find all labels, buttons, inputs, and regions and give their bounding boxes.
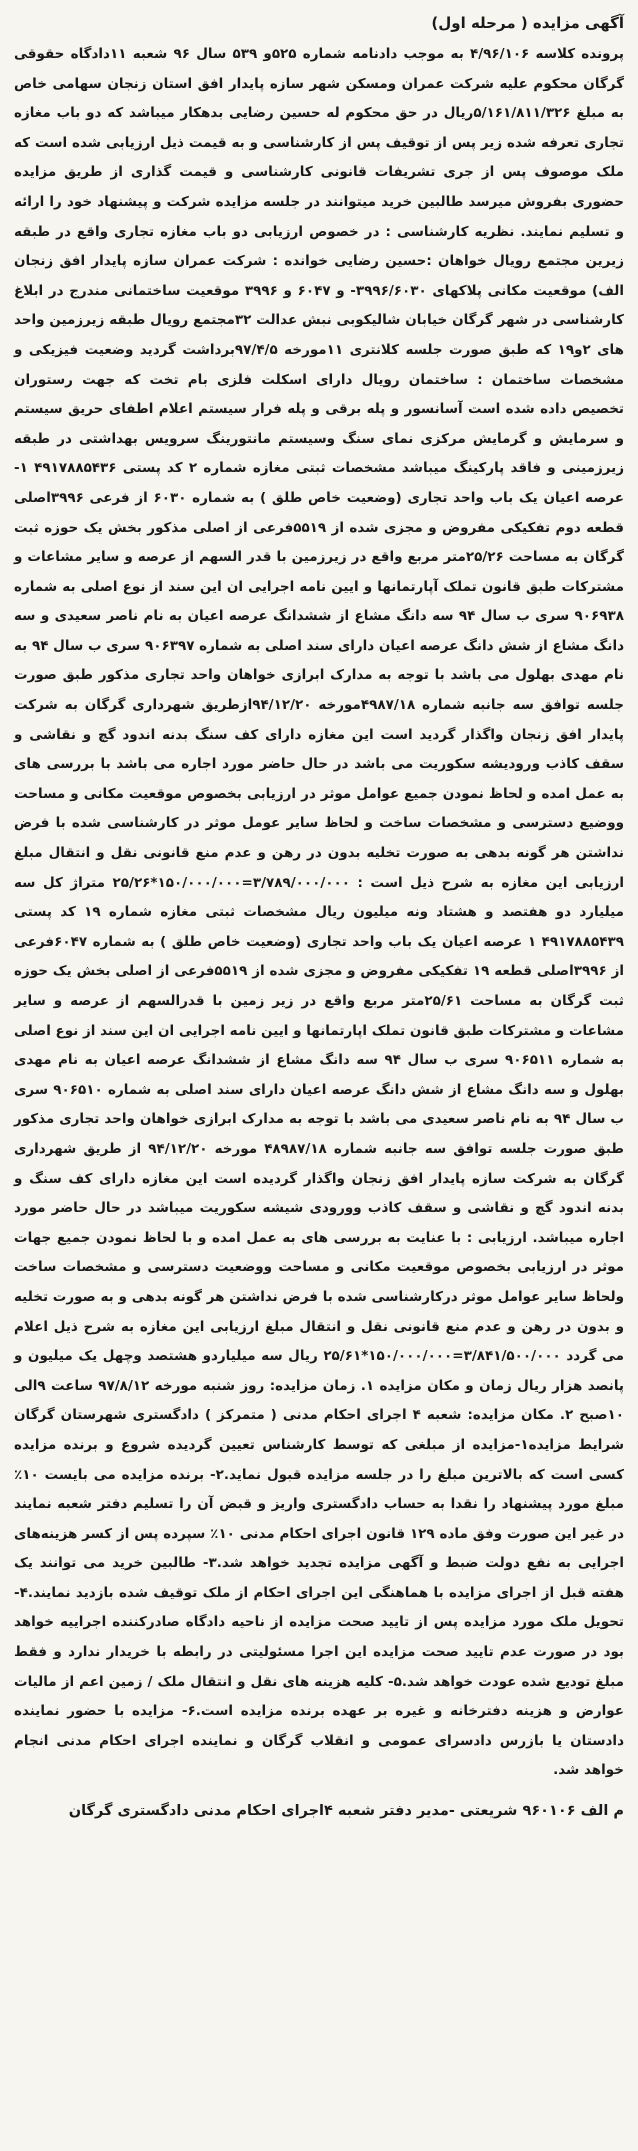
notice-body-paragraph: پرونده کلاسه ۴/۹۶/۱۰۶ به موجب دادنامه شماره ۵۲۵و ۵۳۹ سال ۹۶ شعبه ۱۱دادگاه حقوقی گرگان محکوم علیه شرکت عمران ومسکن شهر سازه پایدار افق استان زنجان سهامی خاص به مبلغ ۵/۱۶۱/۸۱۱/۳۲۶ریال در حق محکوم له حسین رضایی بدهکار میباشد که دو باب مغازه تجاری تعرفه شده زیر پس از توقیف پس از کارشناسی و به قیمت ذیل ارزیابی شده است که ملک موصوف پس از جری تشریفات قانونی کارشناسی و قیمت گذاری از طریق مزایده حضوری بفروش میرسد طالبین خرید میتوانند در جلسه مزایده شرکت و پیشنهاد خود را ارائه و تسلیم نمایند. نظریه کارشناسی : در خصوص ارزیابی دو باب مغازه تجاری واقع در طبقه زیرین مجتمع رویال خواهان :حسین رضایی خوانده : شرکت عمران سازه پایدار افق زنجان الف) موقعیت مکانی پلاکهای ۳۹۹۶/۶۰۳۰- و ۶۰۴۷ و ۳۹۹۶ موقعیت ساختمانی مندرج در ابلاغ کارشناسی در شهر گرگان خیابان شالیکوبی نبش عدالت ۳۲مجتمع رویال طبقه زیرزمین واحد های ۲و۱۹ که طبق صورت جلسه کلانتری ۱۱مورخه ۹۷/۴/۵برداشت گردید وضعیت فیزیکی و مشخصات ساختمان : ساختمان رویال دارای اسکلت فلزی بام تخت که جهت رستوران تخصیص داده شده است آسانسور و پله برقی و پله فرار سیستم اعلام اطفای حریق سیستم و سرمایش و گرمایش مرکزی نمای سنگ وسیستم مانتورینگ سرویس بهداشتی در طبقه زیرزمینی و فاقد پارکینگ میباشد مشخصات ثبتی مغازه شماره ۲ کد پستی ۴۹۱۷۸۸۵۴۳۶ ۱-عرصه اعیان یک باب واحد تجاری (وضعیت خاص طلق ) به شماره ۶۰۳۰ از فرعی ۳۹۹۶اصلی قطعه دوم تفکیکی مفروض و مجزی شده از ۵۵۱۹فرعی از اصلی مذکور بخش یک حوزه ثبت گرگان به مساحت ۲۵/۲۶متر مربع واقع در زیرزمین با قدر السهم از عرصه و سایر مشاعات و مشترکات طبق قانون تملک آپارتمانها و ایین نامه اجرایی ان این سند از نوع اصلی به شماره ۹۰۶۹۳۸ سری ب سال ۹۴ سه دانگ مشاع از ششدانگ عرصه اعیان به نام ناصر سعیدی و سه دانگ مشاع از شش دانگ عرصه اعیان دارای سند اصلی به شماره ۹۰۶۳۹۷ سری ب سال ۹۴ به نام مهدی بهلول می باشد با توجه به مدارک ابرازی خواهان واحد تجاری مذکور طبق صورت جلسه توافق سه جانبه شماره ۴۹۸۷/۱۸مورخه ۹۴/۱۲/۲۰ازطریق شهرداری گرگان به شرکت پایدار افق زنجان واگذار گردید است این مغازه دارای کف سنگ بدنه اندود گچ و نقاشی و سقف کاذب ورودیشه سکوریت می باشد در حال حاضر مورد اجاره می باشد با بررسی های به عمل امده و لحاظ نمودن جمیع عوامل موثر در ارزیابی بخصوص موقعیت مکانی و مساحت ووضیع دسترسی و مشخصات ساخت و لحاظ سایر عومل موثر در کارشناسی شده با فرض نداشتن هر گونه بدهی به صورت تخلیه بدون در رهن و عدم منع قانونی نقل و انتقال مبلغ ارزیابی این مغازه به شرح ذیل است : ۳/۷۸۹/۰۰۰/۰۰۰=۱۵۰/۰۰۰/۰۰۰*۲۵/۲۶ متراژ کل سه میلیارد دو هفتصد و هشتاد ونه میلیون ریال مشخصات ثبتی مغازه شماره ۱۹ کد پستی ۴۹۱۷۸۸۵۴۳۹ ۱ عرصه اعیان یک باب واحد تجاری (وضعیت خاص طلق ) به شماره ۶۰۴۷فرعی از ۳۹۹۶اصلی قطعه ۱۹ تفکیکی مفروض و مجزی شده از ۵۵۱۹فرعی از اصلی بخش یک حوزه ثبت گرگان به مساحت ۲۵/۶۱متر مربع واقع در زیر زمین با قدرالسهم از عرصه و سایر مشاعات و مشترکات طبق قانون تملک اپارتمانها و ایین نامه اجرایی ان این سند از نوع اصلی به شماره ۹۰۶۵۱۱ سری ب سال ۹۴ سه دانگ مشاع از ششدانگ عرصه اعیان به نام مهدی بهلول و سه دانگ مشاع از شش دانگ عرصه اعیان دارای سند اصلی به شماره ۹۰۶۵۱۰ سری ب سال ۹۴ به نام ناصر سعیدی می باشد با توجه به مدارک ابرازی خواهان واحد تجاری مذکور طبق صورت جلسه توافق سه جانبه شماره ۴۸۹۸۷/۱۸ مورخه ۹۴/۱۲/۲۰ از طریق شهرداری گرگان به شرکت سازه پایدار افق زنجان واگذار گردیده است این مغازه دارای کف سنگ و بدنه اندود گچ و نقاشی و سقف کاذب وورودی شیشه سکوریت میباشد در حال حاضر مورد اجاره میباشد. ارزیابی : با عنایت به بررسی های به عمل امده و با لحاظ نمودن جمیع جهات موثر در ارزیابی بخصوص موقعیت مکانی و مساحت ووضعیت دسترسی و مشخصات ساخت ولحاظ سایر عوامل موثر درکارشناسی شده با فرض نداشتن هر گونه بدهی و به صورت تخلیه و بدون در رهن و عدم منع قانونی نقل و انتقال مبلغ ارزیابی این مغازه به شرح ذیل اعلام می گردد ۳/۸۴۱/۵۰۰/۰۰۰=۱۵۰/۰۰۰/۰۰۰*۲۵/۶۱ ریال سه میلیاردو هشتصد وچهل یک میلیون و پانصد هزار ریال زمان و مکان مزایده ۱. زمان مزایده: روز شنبه مورخه ۹۷/۸/۱۲ ساعت ۹الی ۱۰صبح ۲. مکان مزایده: شعبه ۴ اجرای احکام مدنی ( متمرکز ) دادگستری شهرستان گرگان شرایط مزایده۱-مزایده از مبلغی که توسط کارشناس تعیین گردیده شروع و برنده مزایده کسی است که بالاترین مبلغ را در جلسه مزایده قبول نماید.۲- برنده مزایده می بایست ۱۰٪ مبلغ مورد پیشنهاد را نقدا به حساب دادگستری واریز و قبض آن را تسلیم دفتر شعبه نمایند در غیر این صورت وفق ماده ۱۲۹ قانون اجرای احکام مدنی ۱۰٪ سپرده پس از کسر هزینه‌های اجرایی به نفع دولت ضبط و آگهی مزایده تجدید خواهد شد.۳- طالبین خرید می توانند یک هفته قبل از اجرای مزایده با هماهنگی این اجرای احکام از ملک توقیف شده بازدید نمایند.۴- تحویل ملک مورد مزایده پس از تایید صحت مزایده از ناحیه دادگاه صادرکننده اجراییه خواهد بود در صورت عدم تایید صحت مزایده این اجرا مسئولیتی در رابطه با خریدار ندارد و فقط مبلغ تودیع شده عودت خواهد شد.۵- کلیه هزینه های نقل و انتقال ملک / زمین اعم از مالیات عوارض و هزینه دفترخانه و غیره بر عهده برنده مزایده است.۶- مزایده با حضور نماینده دادستان یا بازرس دادسرای عمومی و انقلاب گرگان و نماینده اجرای احکام مدنی انجام خواهد شد. xyxy=(14,46,625,1779)
notice-title: آگهی مزایده ( مرحله اول) xyxy=(431,14,624,32)
notice-footer-signature: م الف ۹۶۰۱۰۶ شریعتی -مدیر دفتر شعبه ۴اجرای احکام مدنی دادگستری گرگان xyxy=(68,1803,624,1820)
